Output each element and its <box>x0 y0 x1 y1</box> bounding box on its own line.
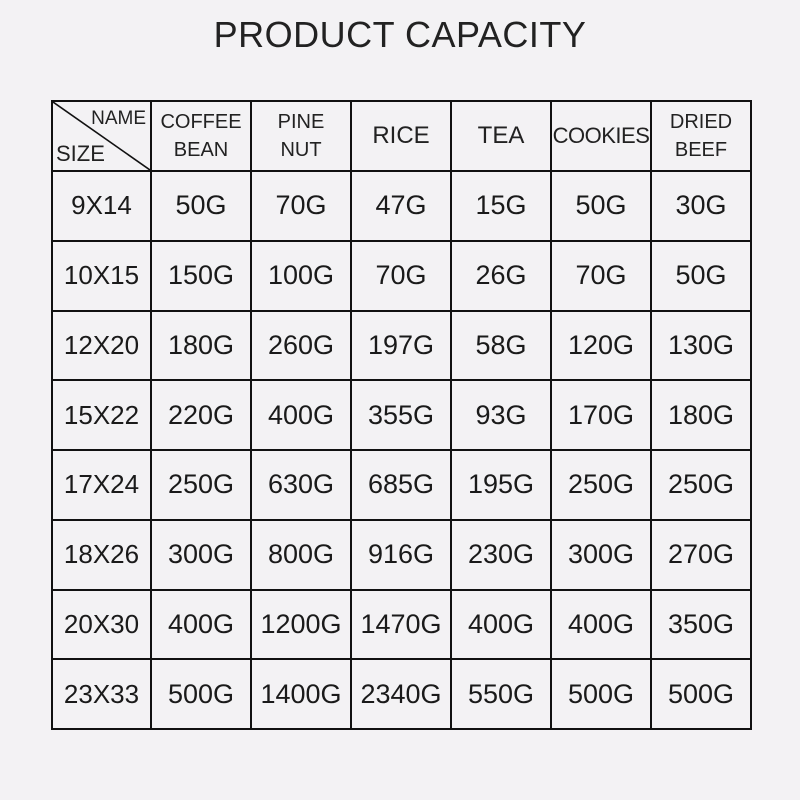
column-header-line: COOKIES <box>552 123 650 148</box>
column-header-tea <box>451 101 551 171</box>
size-axis-label: SIZE <box>56 141 105 166</box>
capacity-cell: 400G <box>151 590 251 660</box>
column-header-line: DRIED <box>669 111 733 133</box>
capacity-cell: 400G <box>251 380 351 450</box>
capacity-cell: 355G <box>351 380 451 450</box>
column-header-cookies <box>551 101 651 171</box>
capacity-cell: 685G <box>351 450 451 520</box>
capacity-cell: 180G <box>651 380 751 450</box>
capacity-cell: 15G <box>451 171 551 241</box>
capacity-cell: 1470G <box>351 590 451 660</box>
capacity-cell: 630G <box>251 450 351 520</box>
capacity-cell: 250G <box>151 450 251 520</box>
capacity-cell: 93G <box>451 380 551 450</box>
capacity-table <box>51 100 752 730</box>
size-cell: 15X22 <box>52 380 151 450</box>
capacity-cell: 195G <box>451 450 551 520</box>
column-header-line: TEA <box>477 122 525 149</box>
capacity-cell: 250G <box>651 450 751 520</box>
page-title: PRODUCT CAPACITY <box>213 14 587 55</box>
table-row <box>52 659 751 729</box>
column-header-line: BEAN <box>173 139 229 161</box>
capacity-cell: 70G <box>351 241 451 311</box>
capacity-cell: 180G <box>151 311 251 381</box>
capacity-cell: 120G <box>551 311 651 381</box>
size-cell: 9X14 <box>52 171 151 241</box>
capacity-cell: 30G <box>651 171 751 241</box>
capacity-cell: 800G <box>251 520 351 590</box>
name-axis-label: NAME <box>91 108 146 129</box>
table-row <box>52 520 751 590</box>
table-row <box>52 311 751 381</box>
capacity-cell: 26G <box>451 241 551 311</box>
size-cell: 17X24 <box>52 450 151 520</box>
capacity-cell: 50G <box>151 171 251 241</box>
capacity-cell: 1200G <box>251 590 351 660</box>
capacity-cell: 350G <box>651 590 751 660</box>
column-header-line: PINE <box>277 111 325 133</box>
column-header-rice <box>351 101 451 171</box>
size-cell: 10X15 <box>52 241 151 311</box>
corner-header-cell <box>52 101 151 171</box>
size-cell: 12X20 <box>52 311 151 381</box>
column-header-pine-nut <box>251 101 351 171</box>
capacity-cell: 47G <box>351 171 451 241</box>
capacity-cell: 400G <box>451 590 551 660</box>
column-header-dried-beef <box>651 101 751 171</box>
capacity-cell: 230G <box>451 520 551 590</box>
capacity-cell: 300G <box>551 520 651 590</box>
capacity-cell: 70G <box>251 171 351 241</box>
capacity-cell: 70G <box>551 241 651 311</box>
size-cell: 20X30 <box>52 590 151 660</box>
capacity-cell: 270G <box>651 520 751 590</box>
capacity-cell: 300G <box>151 520 251 590</box>
capacity-cell: 150G <box>151 241 251 311</box>
size-cell: 18X26 <box>52 520 151 590</box>
header-row <box>52 101 751 171</box>
table-row <box>52 171 751 241</box>
capacity-cell: 130G <box>651 311 751 381</box>
capacity-cell: 500G <box>151 659 251 729</box>
capacity-cell: 500G <box>551 659 651 729</box>
column-header-line: NUT <box>280 139 322 161</box>
column-header-line: COFFEE <box>160 111 242 133</box>
capacity-cell: 170G <box>551 380 651 450</box>
capacity-cell: 550G <box>451 659 551 729</box>
capacity-cell: 250G <box>551 450 651 520</box>
table-row <box>52 380 751 450</box>
capacity-cell: 220G <box>151 380 251 450</box>
capacity-cell: 916G <box>351 520 451 590</box>
column-header-line: BEEF <box>674 139 728 161</box>
capacity-cell: 197G <box>351 311 451 381</box>
capacity-cell: 500G <box>651 659 751 729</box>
capacity-cell: 50G <box>651 241 751 311</box>
capacity-cell: 2340G <box>351 659 451 729</box>
capacity-cell: 400G <box>551 590 651 660</box>
table-row <box>52 590 751 660</box>
table-row <box>52 241 751 311</box>
size-cell: 23X33 <box>52 659 151 729</box>
capacity-cell: 260G <box>251 311 351 381</box>
capacity-cell: 50G <box>551 171 651 241</box>
column-header-coffee-bean <box>151 101 251 171</box>
capacity-cell: 100G <box>251 241 351 311</box>
capacity-cell: 58G <box>451 311 551 381</box>
column-header-line: RICE <box>372 122 430 149</box>
capacity-cell: 1400G <box>251 659 351 729</box>
table-row <box>52 450 751 520</box>
